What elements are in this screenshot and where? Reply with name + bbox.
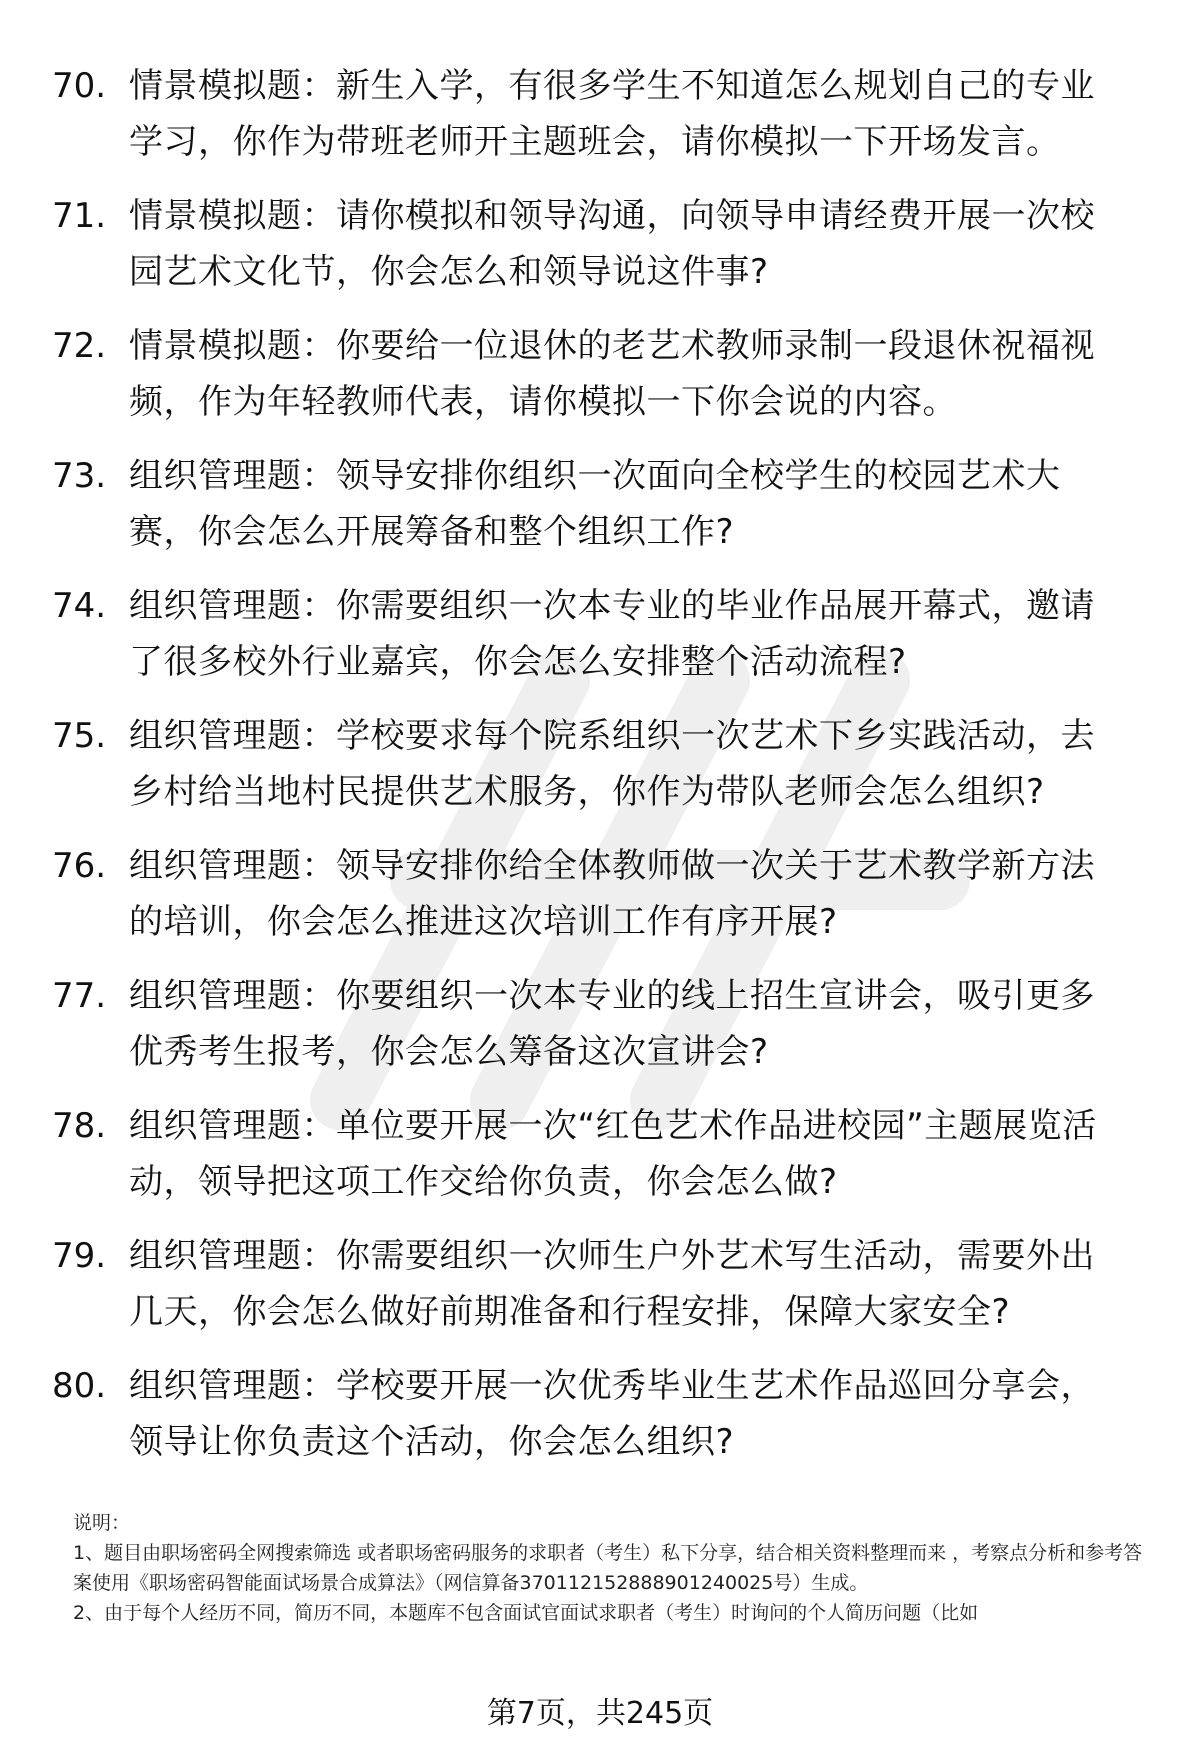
question-number: 74.	[52, 586, 107, 626]
question-number: 79.	[52, 1236, 107, 1276]
question-text: 组织管理题：单位要开展一次“红色艺术作品进校园”主题展览活动，领导把这项工作交给你负责，你会怎么做?	[129, 1106, 1097, 1202]
question-number: 78.	[52, 1106, 107, 1146]
notes-line-1: 1、题目由职场密码全网搜索筛选 或者职场密码服务的求职者（考生）私下分享，结合相关资料整理而来 ，考察点分析和参考答案使用《职场密码智能面试场景合成算法》（网信算备370112152888901240025号）生成。	[73, 1542, 1143, 1594]
question-text: 情景模拟题：新生入学，有很多学生不知道怎么规划自己的专业学习，你作为带班老师开主题班会，请你模拟一下开场发言。	[129, 66, 1095, 162]
question-item	[0, 830, 1200, 960]
question-number: 77.	[52, 976, 107, 1016]
notes-heading: 说明：	[73, 1512, 131, 1534]
question-text: 组织管理题：领导安排你给全体教师做一次关于艺术教学新方法的培训，你会怎么推进这次培训工作有序开展?	[129, 846, 1095, 942]
question-item	[0, 180, 1200, 310]
question-text: 组织管理题：学校要开展一次优秀毕业生艺术作品巡回分享会，领导让你负责这个活动，你会怎么组织?	[129, 1366, 1095, 1462]
question-number: 80.	[52, 1366, 107, 1406]
question-number: 76.	[52, 846, 107, 886]
page-number: 第7页，共245页	[486, 1696, 714, 1731]
question-item	[0, 960, 1200, 1090]
notes-line-2: 2、由于每个人经历不同，简历不同，本题库不包含面试官面试求职者（考生）时询问的个人简历问题（比如	[73, 1602, 979, 1624]
question-item	[0, 570, 1200, 700]
question-item	[0, 1220, 1200, 1350]
question-text: 情景模拟题：请你模拟和领导沟通，向领导申请经费开展一次校园艺术文化节，你会怎么和领导说这件事?	[129, 196, 1095, 292]
question-number: 73.	[52, 456, 107, 496]
question-item	[0, 1090, 1200, 1220]
question-number: 70.	[52, 66, 107, 106]
question-number: 71.	[52, 196, 107, 236]
question-list	[0, 50, 1200, 1480]
question-text: 组织管理题：你需要组织一次本专业的毕业作品展开幕式，邀请了很多校外行业嘉宾，你会怎么安排整个活动流程?	[129, 586, 1095, 682]
question-text: 组织管理题：领导安排你组织一次面向全校学生的校园艺术大赛，你会怎么开展筹备和整个组织工作?	[129, 456, 1061, 552]
question-item	[0, 50, 1200, 180]
question-item	[0, 310, 1200, 440]
question-item	[0, 700, 1200, 830]
question-number: 75.	[52, 716, 107, 756]
question-item	[0, 1350, 1200, 1480]
question-text: 组织管理题：你需要组织一次师生户外艺术写生活动，需要外出几天，你会怎么做好前期准备和行程安排，保障大家安全?	[129, 1236, 1095, 1332]
question-text: 组织管理题：学校要求每个院系组织一次艺术下乡实践活动，去乡村给当地村民提供艺术服务，你作为带队老师会怎么组织?	[129, 716, 1095, 812]
notes-section	[73, 1508, 1153, 1628]
question-text: 情景模拟题：你要给一位退休的老艺术教师录制一段退休祝福视频，作为年轻教师代表，请你模拟一下你会说的内容。	[129, 326, 1095, 422]
question-number: 72.	[52, 326, 107, 366]
question-text: 组织管理题：你要组织一次本专业的线上招生宣讲会，吸引更多优秀考生报考，你会怎么筹备这次宣讲会?	[129, 976, 1095, 1072]
question-item	[0, 440, 1200, 570]
